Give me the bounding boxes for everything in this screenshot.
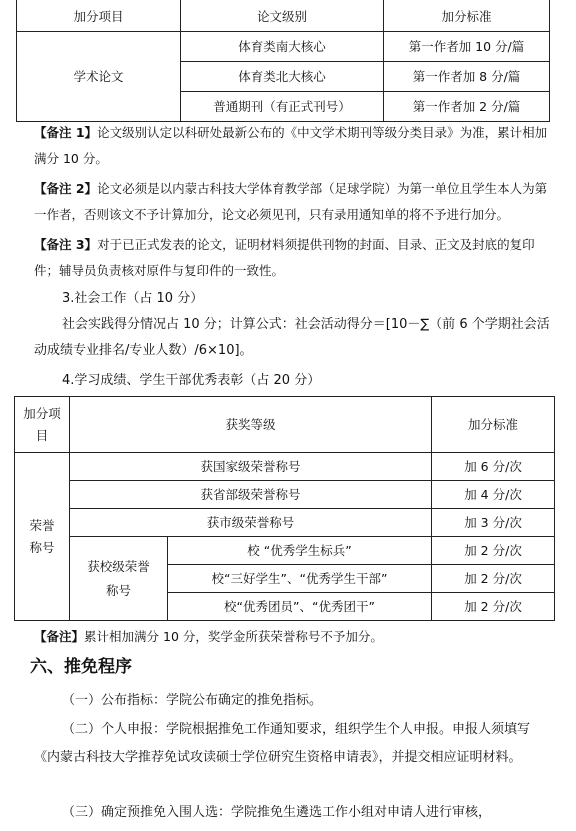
level-cell: 获省部级荣誉称号: [70, 481, 432, 509]
score-cell: 加 2 分/次: [432, 593, 555, 621]
header-cell: 加分标准: [384, 0, 550, 32]
level-cell: 获市级荣誉称号: [70, 509, 432, 537]
level-cell: 体育类北大核心: [181, 62, 384, 92]
note-text: 论文级别认定以科研处最新公布的《中文学术期刊等级分类目录》为准，累计相加满分 10 分。: [34, 125, 548, 166]
note-tag: 【备注 2】: [34, 181, 98, 196]
note-1: [34, 120, 552, 172]
score-cell: 加 6 分/次: [432, 453, 555, 481]
level-cell: 校 “优秀学生标兵”: [168, 537, 432, 565]
note-text: 论文必须是以内蒙古科技大学体育教学部（足球学院）为第一单位且学生本人为第一作者，否则该文不予计算加分，论文必须见刊，只有录用通知单的将不予进行加分。: [34, 181, 548, 222]
note-honor: [34, 624, 552, 650]
header-cell: 加分项目: [17, 0, 181, 32]
score-cell: 第一作者加 2 分/篇: [384, 92, 550, 122]
table-row: [15, 481, 555, 509]
note-tag: 【备注】: [34, 629, 85, 644]
section-3-body: 社会实践得分情况占 10 分；计算公式：社会活动得分＝[10－∑（前 6 个学期社会活动成绩专业排名/专业人数）/6×10]。: [34, 317, 550, 358]
note-tag: 【备注 3】: [34, 237, 98, 252]
table-row: [15, 509, 555, 537]
table-row: [15, 537, 555, 565]
level-cell: 普通期刊（有正式刊号）: [181, 92, 384, 122]
school-group-cell: 获校级荣誉称号: [70, 537, 168, 621]
table-header-row: [17, 0, 550, 32]
note-2: [34, 176, 552, 228]
note-3: [34, 232, 552, 284]
level-cell: 校“三好学生”、“优秀学生干部”: [168, 565, 432, 593]
section-6-p2: （二）个人申报：学院根据推免工作通知要求，组织学生个人申报。申报人须填写《内蒙古科技大学推荐免试攻读硕士学位研究生资格申请表》，并提交相应证明材料。: [34, 722, 531, 765]
category-cell: 学术论文: [17, 32, 181, 122]
score-cell: 第一作者加 8 分/篇: [384, 62, 550, 92]
honor-score-table: [14, 396, 555, 621]
section-6-p3: （三）确定预推免入围人选：学院推免生遴选工作小组对申请人进行审核，: [62, 805, 492, 820]
header-cell: 论文级别: [181, 0, 384, 32]
category-cell: 荣誉称号: [15, 453, 70, 621]
note-text: 对于已正式发表的论文，证明材料须提供刊物的封面、目录、正文及封底的复印件；辅导员负责核对原件与复印件的一致性。: [34, 237, 535, 278]
section-4-title: 4.学习成绩、学生干部优秀表彰（占 20 分）: [62, 373, 321, 388]
section-6-heading: 六、推免程序: [30, 657, 132, 677]
level-cell: 校“优秀团员”、“优秀团干”: [168, 593, 432, 621]
section-6-p1: （一）公布指标：学院公布确定的推免指标。: [62, 693, 323, 708]
level-cell: 体育类南大核心: [181, 32, 384, 62]
score-cell: 第一作者加 10 分/篇: [384, 32, 550, 62]
paper-score-table: [16, 0, 550, 122]
table-header-row: [15, 397, 555, 453]
level-cell: 获国家级荣誉称号: [70, 453, 432, 481]
score-cell: 加 2 分/次: [432, 565, 555, 593]
header-cell: 获奖等级: [70, 397, 432, 453]
header-cell: 加分项目: [15, 397, 70, 453]
note-tag: 【备注 1】: [34, 125, 98, 140]
table-row: [15, 453, 555, 481]
score-cell: 加 3 分/次: [432, 509, 555, 537]
score-cell: 加 4 分/次: [432, 481, 555, 509]
table-row: [17, 32, 550, 62]
section-3-title: 3.社会工作（占 10 分）: [62, 291, 204, 306]
score-cell: 加 2 分/次: [432, 537, 555, 565]
header-cell: 加分标准: [432, 397, 555, 453]
note-text: 累计相加满分 10 分，奖学金所获荣誉称号不予加分。: [84, 629, 383, 644]
